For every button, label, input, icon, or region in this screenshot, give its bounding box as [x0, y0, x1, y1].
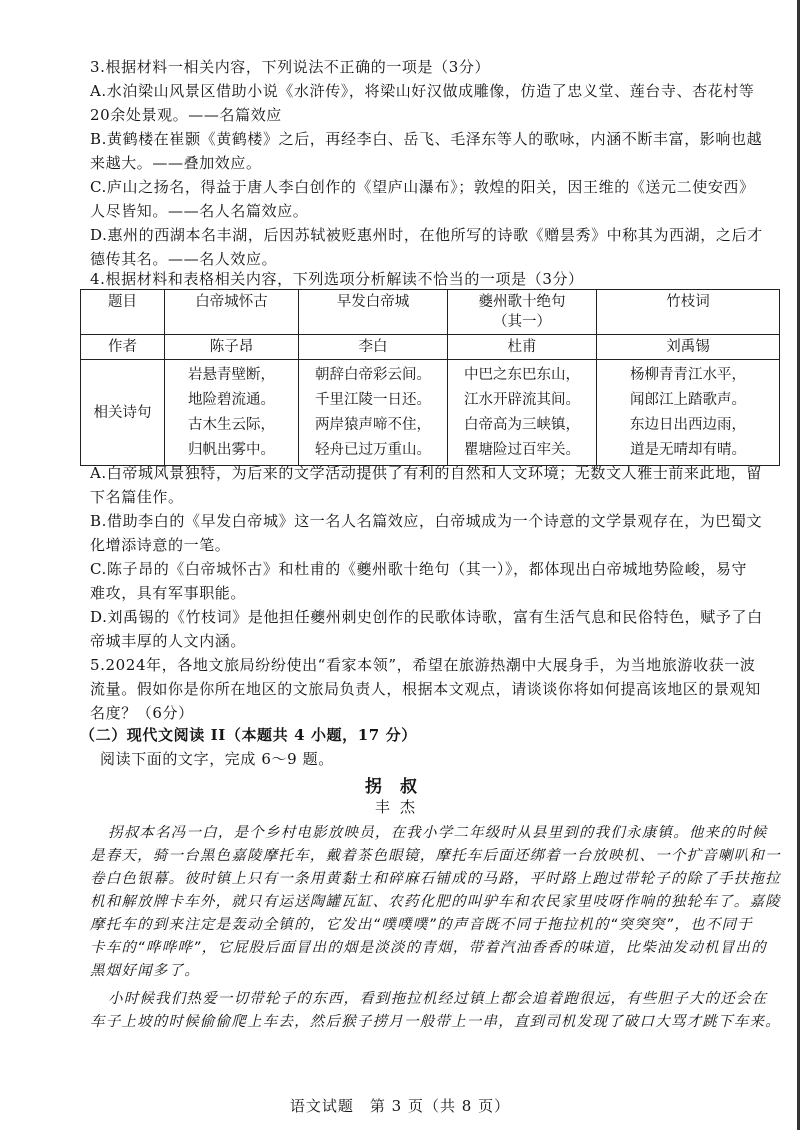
q3-option-a-line2: 20余处景观。——名篇效应: [90, 106, 282, 124]
q5-line2: 流量。假如你是你所在地区的文旅局负责人，根据本文观点，请谈谈你将如何提高该地区的景观知: [90, 680, 761, 698]
page-footer: 语文试题 第 3 页（共 8 页）: [289, 1097, 511, 1115]
q4-option-d-line1: D.刘禹锡的《竹枝词》是他担任夔州刺史创作的民歌体诗歌，富有生活气息和民俗特色，赋予了白: [90, 608, 763, 626]
poem-lines-4: [597, 360, 780, 466]
poem-line: 闻郎江上踏歌声。: [630, 392, 746, 408]
q5-line3: 名度？（6分）: [90, 704, 194, 722]
poem-line: 江水开辟流其间。: [464, 392, 580, 408]
poem-line: 朝辞白帝彩云间。: [315, 367, 431, 383]
story-title: 拐叔: [365, 777, 435, 797]
q5-line1: 5.2024年，各地文旅局纷纷使出“看家本领”，希望在旅游热潮中大展身手，为当地旅游收获一波: [90, 656, 756, 674]
poem-line: 岩悬青壁断，: [188, 367, 275, 383]
q3-option-d-line2: 德传其名。——名人效应。: [90, 250, 278, 268]
table-row-lines: [81, 360, 780, 466]
q4-option-c-line2: 难攻，具有军事职能。: [90, 584, 247, 602]
q4-option-a-line2: 下名篇佳作。: [90, 488, 184, 506]
story-p2-line1: 小时候我们热爱一切带轮子的东西，看到拖拉机经过镇上都会追着跑很远，有些胆子大的还会在: [108, 991, 768, 1007]
poem-line: 东边日出西边雨，: [630, 417, 746, 433]
poem-author-3: 杜甫: [448, 335, 597, 360]
q3-option-b-line1: B.黄鹤楼在崔颢《黄鹤楼》之后，再经李白、岳飞、毛泽东等人的歌咏，内涵不断丰富，影响也越: [90, 130, 763, 148]
q3-option-b-line2: 来越大。——叠加效应。: [90, 154, 262, 172]
poem-line: 地险碧流通。: [188, 392, 275, 408]
story-p1-line6: 卡车的“哗哗哗”，它屁股后面冒出的烟是淡淡的青烟，带着汽油香香的味道，比柴油发动机冒出的: [90, 940, 767, 956]
poem-line: 千里江陵一日还。: [315, 392, 431, 408]
q3-option-d-line1: D.惠州的西湖本名丰湖，后因苏轼被贬惠州时，在他所写的诗歌《赠昙秀》中称其为西湖，之后才: [90, 226, 763, 244]
header-lines: 相关诗句: [81, 360, 165, 466]
q4-option-d-line2: 帝城丰厚的人文内涵。: [90, 632, 247, 650]
poem-title-4: 竹枝词: [597, 290, 780, 335]
poem-title-1: 白帝城怀古: [165, 290, 299, 335]
q4-option-b-line1: B.借助李白的《早发白帝城》这一名人名篇效应，白帝城成为一个诗意的文学景观存在，为巴蜀文: [90, 512, 763, 530]
poem-line: 道是无晴却有晴。: [630, 442, 746, 458]
poem-lines-3: [448, 360, 597, 466]
poem-line: 杨柳青青江水平，: [630, 367, 746, 383]
poem-lines-2: [299, 360, 448, 466]
poem-line: 两岸猿声啼不住，: [315, 417, 431, 433]
q4-option-b-line2: 化增添诗意的一笔。: [90, 536, 231, 554]
story-p1-line1: 拐叔本名冯一白，是个乡村电影放映员，在我小学二年级时从县里到的我们永康镇。他来的时候: [108, 825, 768, 841]
poem-lines-1: [165, 360, 299, 466]
q3-stem: 3.根据材料一相关内容，下列说法不正确的一项是（3分）: [90, 58, 491, 76]
poem-author-2: 李白: [299, 335, 448, 360]
poem-line: 中巴之东巴东山，: [464, 367, 580, 383]
story-p1-line4: 机和解放牌卡车外，就只有运送陶罐瓦缸、农药化肥的叫驴车和农民家里吱呀作响的独轮车了。嘉陵: [90, 894, 781, 910]
story-p2-line2: 车子上坡的时候偷偷爬上车去，然后猴子捞月一般带上一串，直到司机发现了破口大骂才跳下车来。: [90, 1014, 781, 1030]
story-p1-line3: 卷白色银幕。彼时镇上只有一条用黄黏土和碎麻石铺成的马路，平时路上跑过带轮子的除了手扶拖拉: [90, 871, 781, 887]
poem-title-2: 早发白帝城: [299, 290, 448, 335]
poem-title-3-main: 夔州歌十绝句: [478, 294, 566, 310]
poem-author-1: 陈子昂: [165, 335, 299, 360]
q4-option-a-line1: A.白帝城风景独特，为后来的文学活动提供了有利的自然和人文环境；无数文人雅士前来此地，留: [90, 464, 763, 482]
poem-title-3: [448, 290, 597, 335]
poem-author-4: 刘禹锡: [597, 335, 780, 360]
q3-option-c-line1: C.庐山之扬名，得益于唐人李白创作的《望庐山瀑布》；敦煌的阳关，因王维的《送元二使安西》: [90, 178, 755, 196]
poem-line: 白帝高为三峡镇，: [464, 417, 580, 433]
poem-line: 轻舟已过万重山。: [315, 442, 431, 458]
poem-table: [80, 289, 780, 466]
section-instruction: 阅读下面的文字，完成 6～9 题。: [100, 750, 334, 768]
poem-title-3-sub: （其一）: [493, 314, 551, 330]
story-author: 丰杰: [374, 798, 425, 816]
q4-option-c-line1: C.陈子昂的《白帝城怀古》和杜甫的《夔州歌十绝句（其一）》，都体现出白帝城地势险峻，易守: [90, 560, 748, 578]
table-row-title: [81, 290, 780, 335]
story-p1-line5: 摩托车的到来注定是轰动全镇的，它发出“噗噗噗”的声音既不同于拖拉机的“突突突”，也不同于: [90, 917, 753, 933]
poem-line: 归帆出雾中。: [188, 442, 275, 458]
header-author: 作者: [81, 335, 165, 360]
story-p1-line7: 黑烟好闻多了。: [90, 963, 200, 979]
table-row-author: [81, 335, 780, 360]
q3-option-c-line2: 人尽皆知。——名人名篇效应。: [90, 202, 309, 220]
q3-option-a-line1: A.水泊梁山风景区借助小说《水浒传》，将梁山好汉做成雕像，仿造了忠义堂、莲台寺、杏花村等: [90, 82, 755, 100]
poem-line: 瞿塘险过百牢关。: [464, 442, 580, 458]
story-p1-line2: 是春天，骑一台黑色嘉陵摩托车，戴着茶色眼镜，摩托车后面还绑着一台放映机、一个扩音喇叭和一: [90, 848, 781, 864]
poem-line: 古木生云际，: [188, 417, 275, 433]
header-title: 题目: [81, 290, 165, 335]
section-heading: （二）现代文阅读 II（本题共 4 小题，17 分）: [80, 726, 417, 744]
q4-stem: 4.根据材料和表格相关内容，下列选项分析解读不恰当的一项是（3分）: [90, 270, 584, 288]
